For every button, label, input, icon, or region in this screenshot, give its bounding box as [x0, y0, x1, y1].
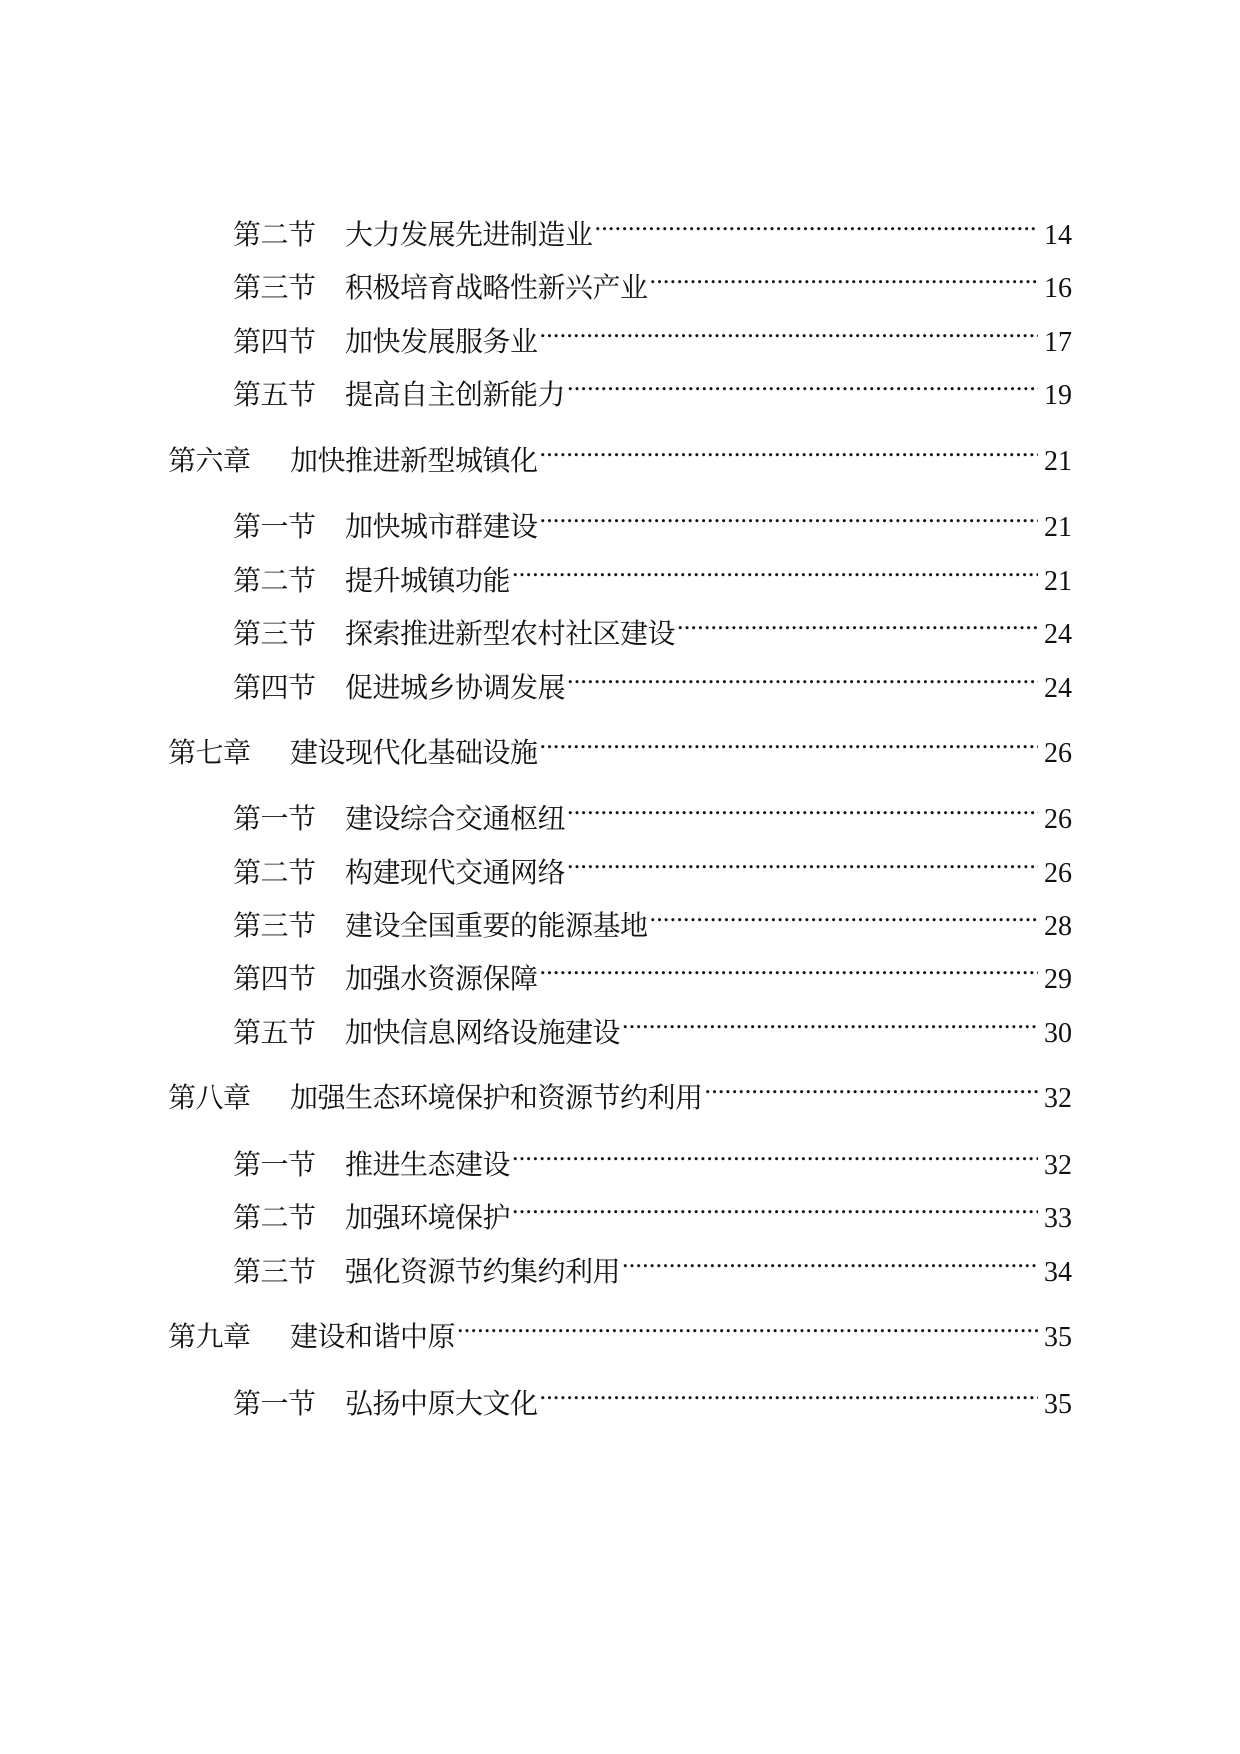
toc-entry-page: 26 — [1044, 858, 1072, 889]
dot-leader — [512, 550, 1038, 590]
toc-entry-label: 第一节 — [233, 1387, 316, 1420]
toc-entry-label: 第四节 — [233, 671, 316, 704]
toc-entry-title: 建设全国重要的能源基地 — [345, 909, 648, 942]
dot-leader — [650, 257, 1038, 297]
toc-entry-page: 32 — [1044, 1083, 1072, 1114]
toc-entry-page: 32 — [1044, 1150, 1072, 1181]
dot-leader — [567, 364, 1038, 404]
toc-entry-label: 第八章 — [168, 1081, 251, 1114]
toc-chapter-entry[interactable] — [168, 1067, 1072, 1114]
toc-entry-title: 加强水资源保障 — [345, 962, 538, 995]
toc-entry-page: 35 — [1044, 1322, 1072, 1353]
toc-entry-title: 建设综合交通枢纽 — [345, 802, 566, 835]
toc-entry-label: 第四节 — [233, 962, 316, 995]
dot-leader — [457, 1306, 1038, 1346]
toc-entry[interactable] — [233, 657, 1072, 704]
toc-entry-label: 第二节 — [233, 856, 316, 889]
toc-entry-label: 第二节 — [233, 1201, 316, 1234]
toc-entry-title: 探索推进新型农村社区建设 — [345, 617, 676, 650]
toc-entry-page: 29 — [1044, 964, 1072, 995]
toc-entry-label: 第四节 — [233, 325, 316, 358]
toc-entry-title: 建设和谐中原 — [290, 1320, 456, 1353]
toc-entry-label: 第二节 — [233, 218, 316, 251]
toc-entry[interactable] — [233, 1241, 1072, 1288]
toc-entry[interactable] — [233, 204, 1072, 251]
toc-entry[interactable] — [233, 257, 1072, 304]
dot-leader — [512, 1134, 1038, 1174]
toc-entry[interactable] — [233, 1002, 1072, 1049]
toc-entry[interactable] — [233, 496, 1072, 543]
dot-leader — [567, 842, 1038, 882]
toc-entry-title: 加快信息网络设施建设 — [345, 1016, 621, 1049]
toc-entry-page: 26 — [1044, 804, 1072, 835]
toc-entry-page: 21 — [1044, 512, 1072, 543]
toc-entry-page: 33 — [1044, 1203, 1072, 1234]
toc-entry-label: 第三节 — [233, 909, 316, 942]
toc-entry[interactable] — [233, 311, 1072, 358]
toc-entry-page: 16 — [1044, 273, 1072, 304]
toc-entry-label: 第三节 — [233, 1255, 316, 1288]
toc-entry[interactable] — [233, 603, 1072, 650]
dot-leader — [540, 722, 1038, 762]
toc-entry-label: 第五节 — [233, 378, 316, 411]
toc-entry-page: 14 — [1044, 220, 1072, 251]
toc-entry-label: 第一节 — [233, 510, 316, 543]
toc-chapter-entry[interactable] — [168, 430, 1072, 477]
dot-leader — [622, 1002, 1038, 1042]
toc-entry-title: 弘扬中原大文化 — [345, 1387, 538, 1420]
dot-leader — [540, 1373, 1038, 1413]
toc-entry-label: 第一节 — [233, 1148, 316, 1181]
toc-entry[interactable] — [233, 895, 1072, 942]
dot-leader — [540, 496, 1038, 536]
toc-entry-page: 30 — [1044, 1018, 1072, 1049]
dot-leader — [595, 204, 1038, 244]
dot-leader — [650, 895, 1038, 935]
dot-leader — [512, 1187, 1038, 1227]
toc-entry-label: 第一节 — [233, 802, 316, 835]
toc-entry[interactable] — [233, 1187, 1072, 1234]
toc-entry-page: 26 — [1044, 738, 1072, 769]
dot-leader — [567, 788, 1038, 828]
toc-entry-label: 第五节 — [233, 1016, 316, 1049]
toc-entry[interactable] — [233, 550, 1072, 597]
toc-entry-title: 提升城镇功能 — [345, 564, 511, 597]
toc-entry-title: 推进生态建设 — [345, 1148, 511, 1181]
toc-entry-title: 加快城市群建设 — [345, 510, 538, 543]
toc-entry[interactable] — [233, 948, 1072, 995]
toc-entry-title: 加快推进新型城镇化 — [290, 444, 538, 477]
toc-entry-title: 加强环境保护 — [345, 1201, 511, 1234]
toc-entry[interactable] — [233, 364, 1072, 411]
toc-entry-label: 第七章 — [168, 736, 251, 769]
dot-leader — [567, 657, 1038, 697]
toc-entry-page: 24 — [1044, 673, 1072, 704]
toc-entry-label: 第三节 — [233, 617, 316, 650]
toc-entry[interactable] — [233, 1373, 1072, 1420]
toc-entry-label: 第六章 — [168, 444, 251, 477]
dot-leader — [705, 1067, 1038, 1107]
toc-entry-page: 21 — [1044, 566, 1072, 597]
dot-leader — [540, 311, 1038, 351]
toc-entry-label: 第三节 — [233, 271, 316, 304]
dot-leader — [677, 603, 1038, 643]
dot-leader — [540, 430, 1038, 470]
toc-entry-page: 35 — [1044, 1389, 1072, 1420]
dot-leader — [622, 1241, 1038, 1281]
dot-leader — [540, 948, 1038, 988]
toc-entry-title: 促进城乡协调发展 — [345, 671, 566, 704]
toc-entry-page: 17 — [1044, 327, 1072, 358]
toc-entry-title: 加强生态环境保护和资源节约利用 — [290, 1081, 703, 1114]
toc-entry-page: 34 — [1044, 1257, 1072, 1288]
toc-entry-title: 积极培育战略性新兴产业 — [345, 271, 648, 304]
toc-entry[interactable] — [233, 1134, 1072, 1181]
toc-entry-label: 第二节 — [233, 564, 316, 597]
toc-entry-title: 大力发展先进制造业 — [345, 218, 593, 251]
toc-entry-title: 构建现代交通网络 — [345, 856, 566, 889]
toc-chapter-entry[interactable] — [168, 722, 1072, 769]
toc-entry-title: 加快发展服务业 — [345, 325, 538, 358]
toc-entry[interactable] — [233, 842, 1072, 889]
toc-entry-label: 第九章 — [168, 1320, 251, 1353]
toc-entry-page: 24 — [1044, 619, 1072, 650]
toc-entry[interactable] — [233, 788, 1072, 835]
toc-entry-title: 提高自主创新能力 — [345, 378, 566, 411]
toc-entry-page: 28 — [1044, 911, 1072, 942]
toc-chapter-entry[interactable] — [168, 1306, 1072, 1353]
toc-entry-page: 21 — [1044, 446, 1072, 477]
toc-entry-page: 19 — [1044, 380, 1072, 411]
toc-entry-title: 强化资源节约集约利用 — [345, 1255, 621, 1288]
toc-entry-title: 建设现代化基础设施 — [290, 736, 538, 769]
